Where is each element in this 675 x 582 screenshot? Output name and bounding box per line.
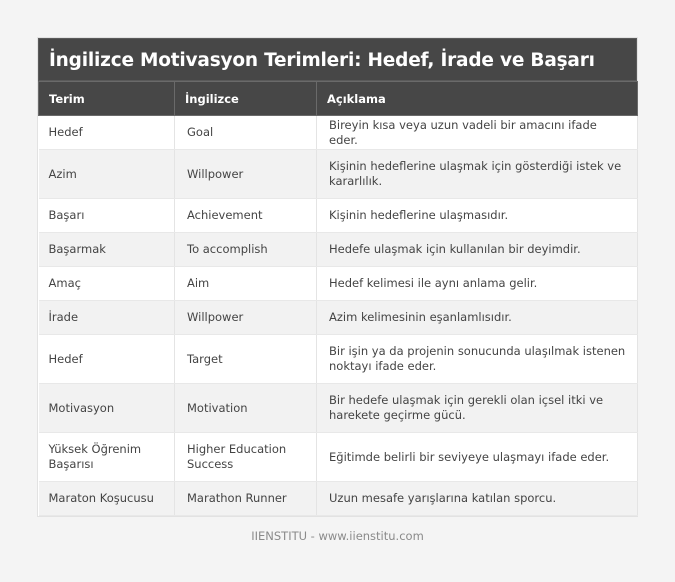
footer-credit: IIENSTITU - www.iienstitu.com bbox=[251, 529, 424, 543]
table-row bbox=[39, 482, 638, 516]
cell-description: Uzun mesafe yarışlarına katılan sporcu. bbox=[317, 482, 638, 516]
cell-english: Target bbox=[175, 335, 317, 384]
cell-description: Kişinin hedeflerine ulaşmasıdır. bbox=[317, 199, 638, 233]
cell-term: Motivasyon bbox=[39, 384, 175, 433]
cell-english: Achievement bbox=[175, 199, 317, 233]
table-row bbox=[39, 335, 638, 384]
cell-english: Goal bbox=[175, 116, 317, 150]
header-row bbox=[39, 82, 638, 116]
column-header-description: Açıklama bbox=[317, 82, 638, 116]
cell-english: Marathon Runner bbox=[175, 482, 317, 516]
cell-english: Willpower bbox=[175, 301, 317, 335]
table-row bbox=[39, 199, 638, 233]
column-header-english: İngilizce bbox=[175, 82, 317, 116]
table-row bbox=[39, 433, 638, 482]
table-row bbox=[39, 384, 638, 433]
cell-term: Başarı bbox=[39, 199, 175, 233]
cell-description: Bir işin ya da projenin sonucunda ulaşılmak istenen noktayı ifade eder. bbox=[317, 335, 638, 384]
cell-description: Hedefe ulaşmak için kullanılan bir deyimdir. bbox=[317, 233, 638, 267]
cell-term: Azim bbox=[39, 150, 175, 199]
cell-description: Kişinin hedeflerine ulaşmak için gösterdiği istek ve kararlılık. bbox=[317, 150, 638, 199]
cell-english: Aim bbox=[175, 267, 317, 301]
cell-term: Başarmak bbox=[39, 233, 175, 267]
cell-english: To accomplish bbox=[175, 233, 317, 267]
cell-english: Willpower bbox=[175, 150, 317, 199]
cell-description: Bireyin kısa veya uzun vadeli bir amacını ifade eder. bbox=[317, 116, 638, 150]
cell-description: Hedef kelimesi ile aynı anlama gelir. bbox=[317, 267, 638, 301]
cell-description: Azim kelimesinin eşanlamlısıdır. bbox=[317, 301, 638, 335]
terms-table bbox=[38, 81, 638, 516]
table-row bbox=[39, 116, 638, 150]
cell-term: Hedef bbox=[39, 335, 175, 384]
table-title: İngilizce Motivasyon Terimleri: Hedef, İrade ve Başarı bbox=[38, 38, 637, 81]
terms-table-card bbox=[38, 38, 637, 516]
table-row bbox=[39, 233, 638, 267]
column-header-term: Terim bbox=[39, 82, 175, 116]
cell-term: Maraton Koşucusu bbox=[39, 482, 175, 516]
cell-term: İrade bbox=[39, 301, 175, 335]
cell-english: Higher Education Success bbox=[175, 433, 317, 482]
table-row bbox=[39, 301, 638, 335]
cell-term: Hedef bbox=[39, 116, 175, 150]
cell-term: Amaç bbox=[39, 267, 175, 301]
cell-description: Eğitimde belirli bir seviyeye ulaşmayı ifade eder. bbox=[317, 433, 638, 482]
table-row bbox=[39, 267, 638, 301]
cell-term: Yüksek Öğrenim Başarısı bbox=[39, 433, 175, 482]
cell-english: Motivation bbox=[175, 384, 317, 433]
cell-description: Bir hedefe ulaşmak için gerekli olan içsel itki ve harekete geçirme gücü. bbox=[317, 384, 638, 433]
table-row bbox=[39, 150, 638, 199]
